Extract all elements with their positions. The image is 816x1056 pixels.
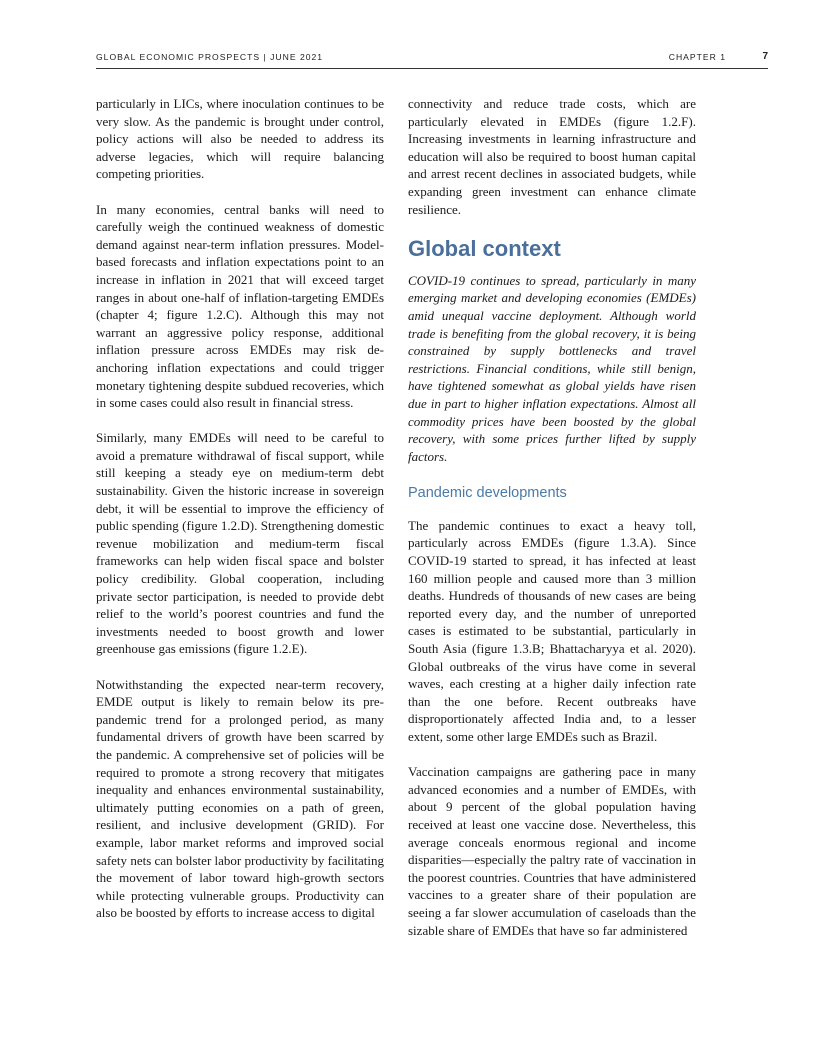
lead-paragraph: COVID-19 continues to spread, particularly in many emerging market and developing economies (EMDEs) amid unequal vaccine deployment. Although world trade is benefiting from the global recovery, it is being constrained by supply bottlenecks and travel restrictions. Financial conditions, while still benign, have tightened somewhat as global yields have risen due in part to higher inflation expectations. Almost all commodity prices have been boosted by the global recovery, with some prices further lifted by supply factors. <box>408 272 696 464</box>
subsection-heading: Pandemic developments <box>408 484 567 501</box>
right-column <box>408 95 696 939</box>
running-title: GLOBAL ECONOMIC PROSPECTS | JUNE 2021 <box>96 52 324 62</box>
page-header <box>96 50 768 69</box>
paragraph: particularly in LICs, where inoculation continues to be very slow. As the pandemic is brought under control, policy actions will also be needed to address its adverse legacies, which will require balancing competing priorities. <box>96 96 384 182</box>
paragraph: The pandemic continues to exact a heavy toll, particularly across EMDEs (figure 1.3.A). Since COVID-19 started to spread, it has infected at least 160 million people and caused more than 3 million deaths. Hundreds of thousands of new cases are being reported every day, and the number of unreported cases is estimated to be substantial, particularly in South Asia (figure 1.3.B; Bhattacharyya et al. 2020). Global outbreaks of the virus have come in several waves, each cresting at a higher daily infection rate than the one before. Recent outbreaks have disproportionately affected India and, to a lesser extent, some other large EMDEs such as Brazil. <box>408 517 696 744</box>
chapter-label: CHAPTER 1 <box>668 52 726 62</box>
paragraph: connectivity and reduce trade costs, which are particularly elevated in EMDEs (figure 1.2.F). Increasing investments in learning infrastructure and education will also be required to boost human capital and arrest recent declines in associated budgets, while expanding green investment can enhance climate resilience. <box>408 96 696 217</box>
section-heading: Global context <box>408 235 561 261</box>
paragraph: In many economies, central banks will need to carefully weigh the continued weakness of domestic demand against near-term inflation pressures. Model-based forecasts and inflation expectations point to an increase in inflation in 2021 that will exceed target ranges in about one-half of inflation-targeting EMDEs (chapter 4; figure 1.2.C). Although this may not warrant an aggressive policy response, additional inflation pressure across EMDEs may risk de-anchoring inflation expectations and could trigger monetary tightening despite subdued recoveries, which in some cases could also result in financial stress. <box>96 201 384 411</box>
paragraph: Vaccination campaigns are gathering pace in many advanced economies and a number of EMDEs, with about 9 percent of the global population having received at least one vaccine dose. Nevertheless, this average conceals enormous regional and income disparities—especially the paltry rate of vaccination in the poorest countries. Countries that have administered vaccines to a greater share of their population are seeing a far slower accumulation of caseloads than the sizable share of EMDEs that have so far administered <box>408 764 696 938</box>
left-column <box>96 95 384 922</box>
page-number: 7 <box>762 51 768 62</box>
paragraph: Similarly, many EMDEs will need to be careful to avoid a premature withdrawal of fiscal support, while still keeping a steady eye on medium-term debt sustainability. Given the historic increase in sovereign debt, it will be essential to improve the efficiency of public spending (figure 1.2.D). Strengthening domestic revenue mobilization and medium-term fiscal frameworks can help widen fiscal space and bolster policy credibility. Global cooperation, including private sector participation, is needed to provide debt relief to the world’s poorest countries and fund the investments needed to boost growth and lower greenhouse gas emissions (figure 1.2.E). <box>96 430 384 657</box>
paragraph: Notwithstanding the expected near-term recovery, EMDE output is likely to remain below its pre-pandemic trend for a prolonged period, as many fundamental drivers of growth have been scarred by the pandemic. A comprehensive set of policies will be required to promote a strong recovery that mitigates inequality and enhances environmental sustainability, ultimately putting economies on a path of green, resilient, and inclusive development (GRID). For example, labor market reforms and improved social safety nets can bolster labor productivity by facilitating the movement of labor toward high-growth sectors while protecting vulnerable groups. Productivity can also be boosted by efforts to increase access to digital <box>96 676 384 921</box>
